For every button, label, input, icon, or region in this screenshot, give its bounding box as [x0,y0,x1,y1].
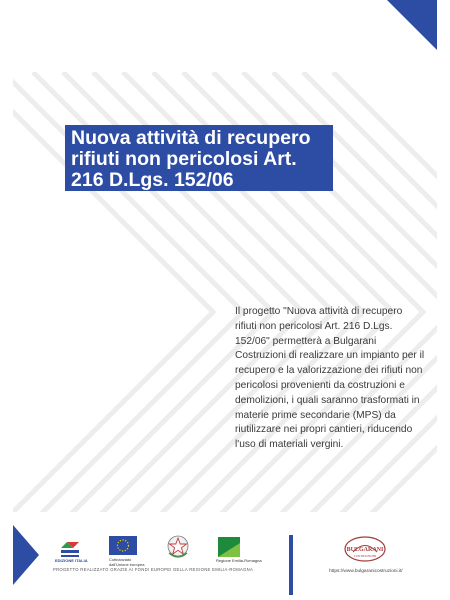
footer-divider [289,535,293,595]
corner-triangle-bottom-left [13,525,39,585]
italia-logo-label: EDIZIONE ITALIA [55,558,88,563]
footer [13,520,437,600]
eu-flag-icon [109,536,137,555]
footer-caption: PROGETTO REALIZZATO GRAZIE AI FONDI EUROPEI DELLA REGIONE EMILIA-ROMAGNA [53,567,254,572]
emilia-romagna-logo-label: Regione Emilia-Romagna [216,558,262,563]
website-link[interactable]: https://www.bulgaranicostruzioni.it/ [329,569,403,574]
poster-page [13,0,437,600]
page-title: Nuova attività di recupero rifiuti non pericolosi Art. 216 D.Lgs. 152/06 [71,127,311,191]
emilia-romagna-logo-icon [218,537,240,557]
corner-triangle-top-right [387,0,437,50]
body-paragraph: Il progetto "Nuova attività di recupero rifiuti non pericolosi Art. 216 D.Lgs. 152/06" permetterà a Bulgarani Costruzioni di realizzare un impianto per il recupero e la valorizzazione dei rifiuti non pericolosi provenienti da costruzioni e demolizioni, i quali saranno trasformati in materie prime secondarie (MPS) da riutilizzare nei propri cantieri, riducendo l'uso di materiali vergini. [235,306,425,451]
bulgarani-logo-icon [343,535,387,563]
svg-text:COSTRUZIONI: COSTRUZIONI [353,554,377,558]
eu-logo-label: Cofinanziato dall'Unione europea [109,557,145,567]
title-box [65,125,333,191]
italian-republic-emblem-icon [165,533,191,561]
svg-text:BULGARANI: BULGARANI [346,547,384,553]
